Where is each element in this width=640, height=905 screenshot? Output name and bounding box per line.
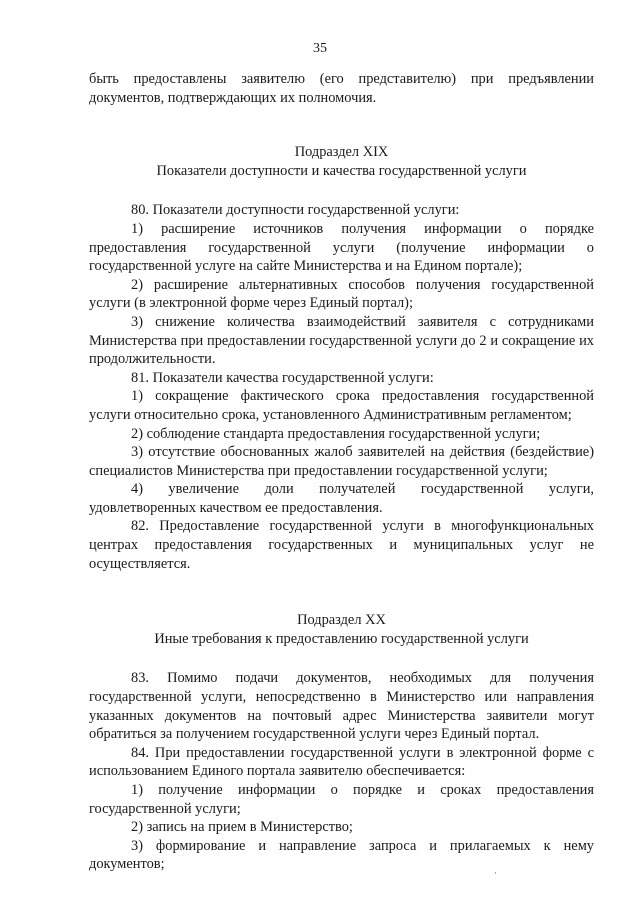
paragraph-81: 81. Показатели качества государственной услуги: <box>131 369 434 386</box>
paragraph-84-item-3: 3) формирование и направление запроса и прилагаемых к нему документов; <box>89 837 594 873</box>
paragraph-84-item-1: 1) получение информации о порядке и сроках предоставления государственной услуги; <box>89 782 594 817</box>
page-number: 35 <box>313 41 327 56</box>
document-body <box>89 70 594 874</box>
section-19-body <box>89 201 594 573</box>
paragraph-81-item-3: 3) отсутствие обоснованных жалоб заявителей на действия (бездействие) специалистов Министерства при предоставлении государственной услуги; <box>89 444 594 479</box>
continuation-paragraph: быть предоставлены заявителю (его представителю) при предъявлении документов, подтверждающих их полномочия. <box>89 71 594 106</box>
paragraph-82: 82. Предоставление государственной услуги в многофункциональных центрах предоставления государственных и муниципальных услуг не осуществляется. <box>89 518 594 572</box>
paragraph-80-item-1: 1) расширение источников получения информации о порядке предоставления государственной услуги (получение информации о государственной услуге на сайте Министерства и на Едином портале); <box>89 220 594 275</box>
paragraph-83: 83. Помимо подачи документов, необходимых для получения государственной услуги, непосредственно в Министерство или направления указанных документов на почтовый адрес Министерства заявители могут обратиться за получением государственной услуги через Единый портал. <box>89 670 594 743</box>
scan-mark: · <box>494 868 497 878</box>
section-19-subtitle: Показатели доступности и качества государственной услуги <box>156 162 527 179</box>
section-19-title: Подраздел XIX <box>294 144 389 161</box>
paragraph-81-item-4: 4) увеличение доли получателей государственной услуги, удовлетворенных качеством ее предоставления. <box>89 481 594 516</box>
section-20-body <box>89 669 594 874</box>
paragraph-80-item-2: 2) расширение альтернативных способов получения государственной услуги (в электронной форме через Единый портал); <box>89 276 594 312</box>
paragraph-84-item-2: 2) запись на прием в Министерство; <box>131 819 353 836</box>
paragraph-80-item-3: 3) снижение количества взаимодействий заявителя с сотрудниками Министерства при предоставлении государственной услуги до 2 и сокращение их продолжительности. <box>89 313 594 368</box>
paragraph-81-item-1: 1) сокращение фактического срока предоставления государственной услуги относительно срока, установленного Административным регламентом; <box>89 388 594 423</box>
paragraph-84: 84. При предоставлении государственной услуги в электронной форме с использованием Единого портала заявителю обеспечивается: <box>89 744 594 780</box>
paragraph-81-item-2: 2) соблюдение стандарта предоставления государственной услуги; <box>131 425 541 442</box>
section-20-title: Подраздел XX <box>297 612 386 629</box>
section-20-subtitle: Иные требования к предоставлению государственной услуги <box>154 630 529 647</box>
paragraph-80: 80. Показатели доступности государственной услуги: <box>131 202 460 219</box>
